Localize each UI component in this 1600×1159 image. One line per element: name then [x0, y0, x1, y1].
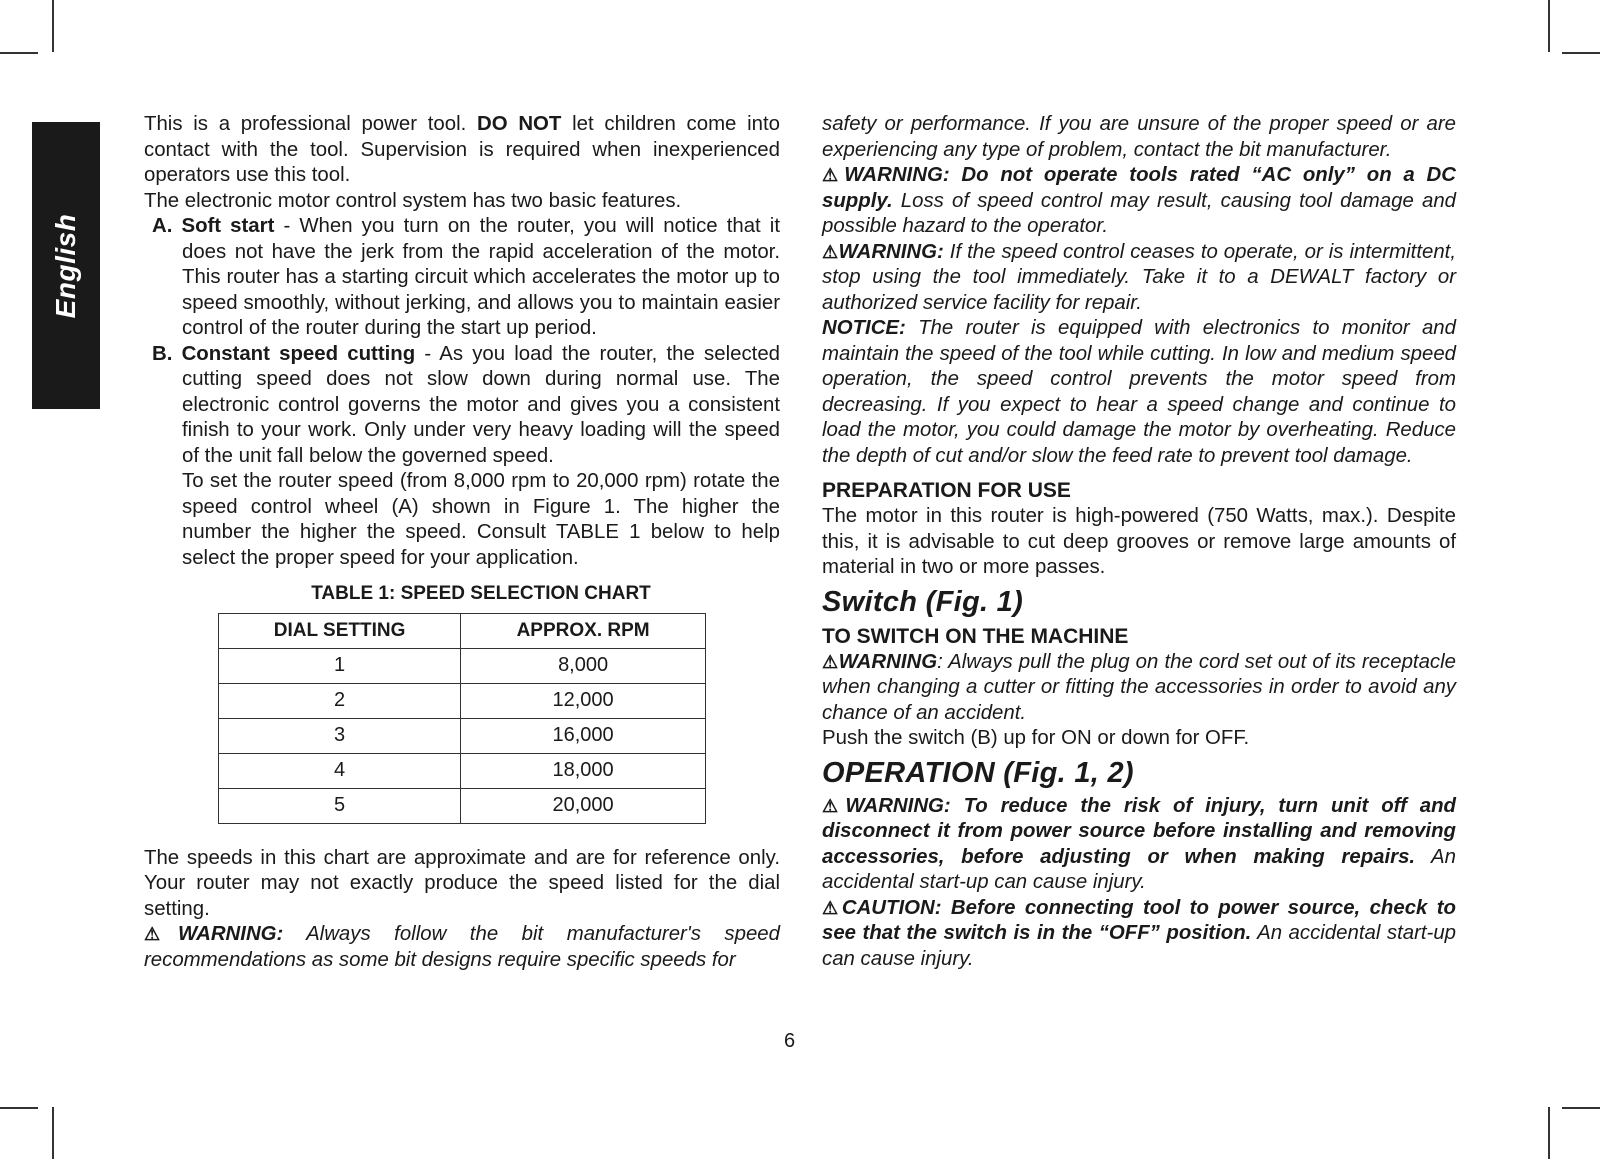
page-number: 6: [784, 1030, 796, 1052]
language-tab-label: English: [50, 213, 81, 318]
speed-setting-paragraph: To set the router speed (from 8,000 rpm to 20,000 rpm) rotate the speed control wheel (A) shown in Figure 1. The higher the number the higher the speed. Consult TABLE 1 below to help select the proper speed for your application.: [182, 470, 780, 569]
table-header-row: [219, 613, 706, 648]
table-caption: TABLE 1: SPEED SELECTION CHART: [311, 583, 651, 604]
warning-pull-plug: ⚠WARNING: Always pull the plug on the cord set out of its receptacle when changing a cutter or fitting the accessories in order to avoid any chance of an accident.: [822, 650, 1457, 724]
table-row: [219, 788, 706, 823]
crop-mark: [1562, 52, 1600, 54]
dial-setting-cell: 2: [219, 683, 461, 718]
warning-reduce-injury: ⚠WARNING: To reduce the risk of injury, turn unit off and disconnect it from power source before installing and removing accessories, before adjusting or when making repairs. An accidental start-up can cause injury.: [822, 794, 1456, 893]
dial-setting-cell: 1: [219, 648, 461, 683]
table-row: [219, 718, 706, 753]
notice-electronics: NOTICE: The router is equipped with electronics to monitor and maintain the speed of the tool while cutting. In low and medium speed operation, the speed control prevents the motor speed from decreasing. If you expect to hear a speed change and continue to load the motor, you could damage the motor by overheating. Reduce the depth of cut and/or slow the feed rate to prevent tool damage.: [822, 317, 1456, 467]
warning-icon: ⚠: [822, 795, 846, 816]
feature-constant-speed: B. Constant speed cutting - As you load the router, the selected cutting speed does not slow down during normal use. The electronic control governs the motor and gives you a consistent finish to your work. Only under very heavy loading will the speed of the unit fall below the governed speed.: [152, 342, 781, 467]
dial-setting-cell: 3: [219, 718, 461, 753]
switch-on-heading: TO SWITCH ON THE MACHINE: [822, 624, 1129, 648]
crop-mark: [0, 52, 38, 54]
caution-switch-off: ⚠CAUTION: Before connecting tool to power source, check to see that the switch is in the “OFF” position. An accidental start-up can cause injury.: [822, 896, 1457, 970]
column-header-approx-rpm: APPROX. RPM: [461, 613, 706, 648]
crop-mark: [1548, 0, 1550, 52]
preparation-heading: PREPARATION FOR USE: [822, 479, 1071, 502]
warning-icon: ⚠: [822, 897, 842, 918]
rpm-cell: 8,000: [461, 648, 706, 683]
warning-speed-control: ⚠WARNING: If the speed control ceases to operate, or is intermittent, stop using the tool immediately. Take it to a DEWALT factory or authorized service facility for repair.: [822, 240, 1456, 314]
dial-setting-cell: 4: [219, 753, 461, 788]
dial-setting-cell: 5: [219, 788, 461, 823]
crop-mark: [0, 1107, 38, 1109]
switch-heading: Switch (Fig. 1): [822, 585, 1024, 618]
rpm-cell: 18,000: [461, 753, 706, 788]
crop-mark: [1548, 1107, 1550, 1159]
rpm-cell: 12,000: [461, 683, 706, 718]
left-column: [144, 112, 780, 973]
chart-disclaimer: The speeds in this chart are approximate and are for reference only. Your router may not exactly produce the speed listed for the dial setting.: [144, 846, 780, 920]
table-row: [219, 683, 706, 718]
bit-speed-continued: safety or performance. If you are unsure of the proper speed or are experiencing any type of problem, contact the bit manufacturer.: [822, 113, 1456, 161]
rpm-cell: 20,000: [461, 788, 706, 823]
operation-heading: OPERATION (Fig. 1, 2): [822, 756, 1134, 789]
switch-instructions: Push the switch (B) up for ON or down for OFF.: [822, 727, 1250, 749]
crop-mark: [52, 0, 54, 52]
speed-selection-table: [218, 613, 706, 824]
right-column: [822, 112, 1456, 972]
features-intro: The electronic motor control system has two basic features.: [144, 189, 682, 212]
warning-icon: ⚠: [822, 165, 845, 185]
warning-bit-speed: ⚠WARNING: Always follow the bit manufacturer's speed recommendations as some bit designs require specific speeds for: [144, 923, 780, 971]
table-row: [219, 648, 706, 683]
rpm-cell: 16,000: [461, 718, 706, 753]
crop-mark: [52, 1107, 54, 1159]
crop-mark: [1562, 1107, 1600, 1109]
language-tab: [32, 122, 100, 409]
feature-soft-start: A. Soft start - When you turn on the router, you will notice that it does not have the jerk from the rapid acceleration of the motor. This router has a starting circuit which accelerates the motor up to speed smoothly, without jerking, and allows you to maintain easier control of the router during the start up period.: [152, 215, 780, 339]
warning-icon: ⚠: [144, 924, 178, 944]
column-header-dial-setting: DIAL SETTING: [219, 613, 461, 648]
intro-paragraph: This is a professional power tool. DO NOT let children come into contact with the tool. Supervision is required when inexperienced operators use this tool.: [144, 113, 781, 186]
table-row: [219, 753, 706, 788]
warning-icon: ⚠: [822, 651, 839, 672]
warning-ac-only: ⚠WARNING: Do not operate tools rated “AC only” on a DC supply. Loss of speed control may result, causing tool damage and possible hazard to the operator.: [822, 164, 1457, 237]
preparation-paragraph: The motor in this router is high-powered (750 Watts, max.). Despite this, it is advisable to cut deep grooves or remove large amounts of material in two or more passes.: [822, 505, 1456, 578]
warning-icon: ⚠: [822, 241, 839, 262]
